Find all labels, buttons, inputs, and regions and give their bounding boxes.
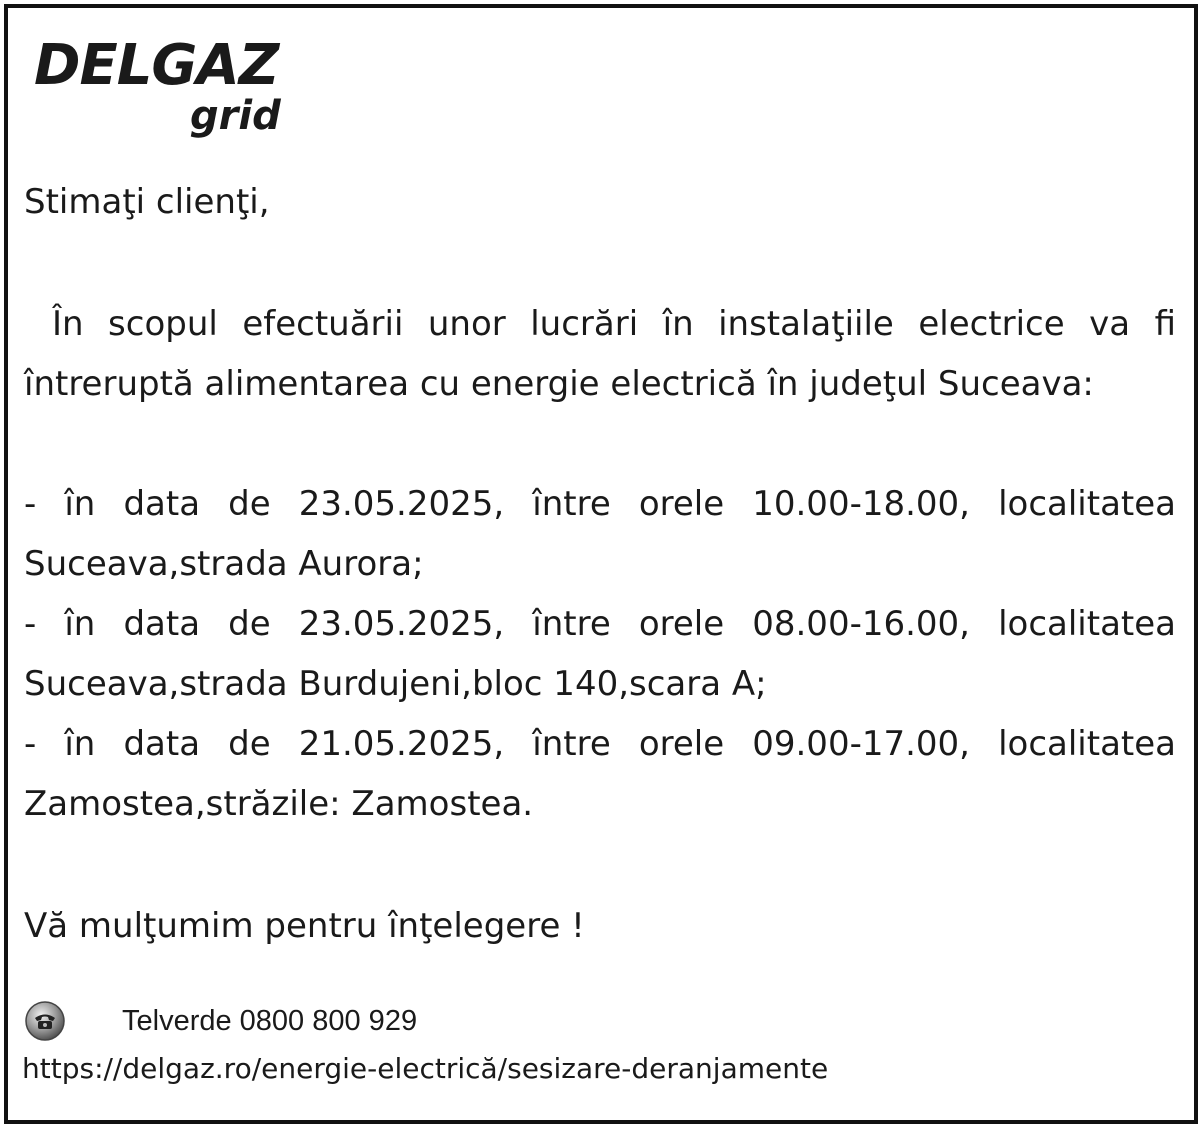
thanks-line: Vă mulţumim pentru înţelegere ! bbox=[24, 906, 585, 946]
phone-icon bbox=[24, 1000, 66, 1042]
intro-paragraph: În scopul efectuării unor lucrări în instalaţiile electrice va fi întreruptă alimentarea cu energie electrică în judeţul Suceava: bbox=[24, 304, 1176, 404]
outage-item: - în data de 21.05.2025, între orele 09.00-17.00, localitatea Zamostea,străzile: Zamostea. bbox=[24, 724, 1176, 824]
contact-line bbox=[24, 996, 417, 1046]
outage-report-link[interactable]: https://delgaz.ro/energie-electrică/sesizare-deranjamente bbox=[22, 1052, 829, 1085]
outage-item: - în data de 23.05.2025, între orele 08.00-16.00, localitatea Suceava,strada Burdujeni,bloc 140,scara A; bbox=[24, 604, 1176, 704]
logo-brand: DELGAZ bbox=[34, 33, 279, 98]
outage-item: - în data de 23.05.2025, între orele 10.00-18.00, localitatea Suceava,strada Aurora; bbox=[24, 484, 1176, 584]
greeting: Stimaţi clienţi, bbox=[24, 182, 270, 222]
outage-list bbox=[24, 474, 1176, 834]
logo-sub: grid bbox=[190, 93, 281, 139]
phone-number: Telverde 0800 800 929 bbox=[122, 1004, 418, 1037]
delgaz-grid-logo bbox=[34, 33, 304, 146]
